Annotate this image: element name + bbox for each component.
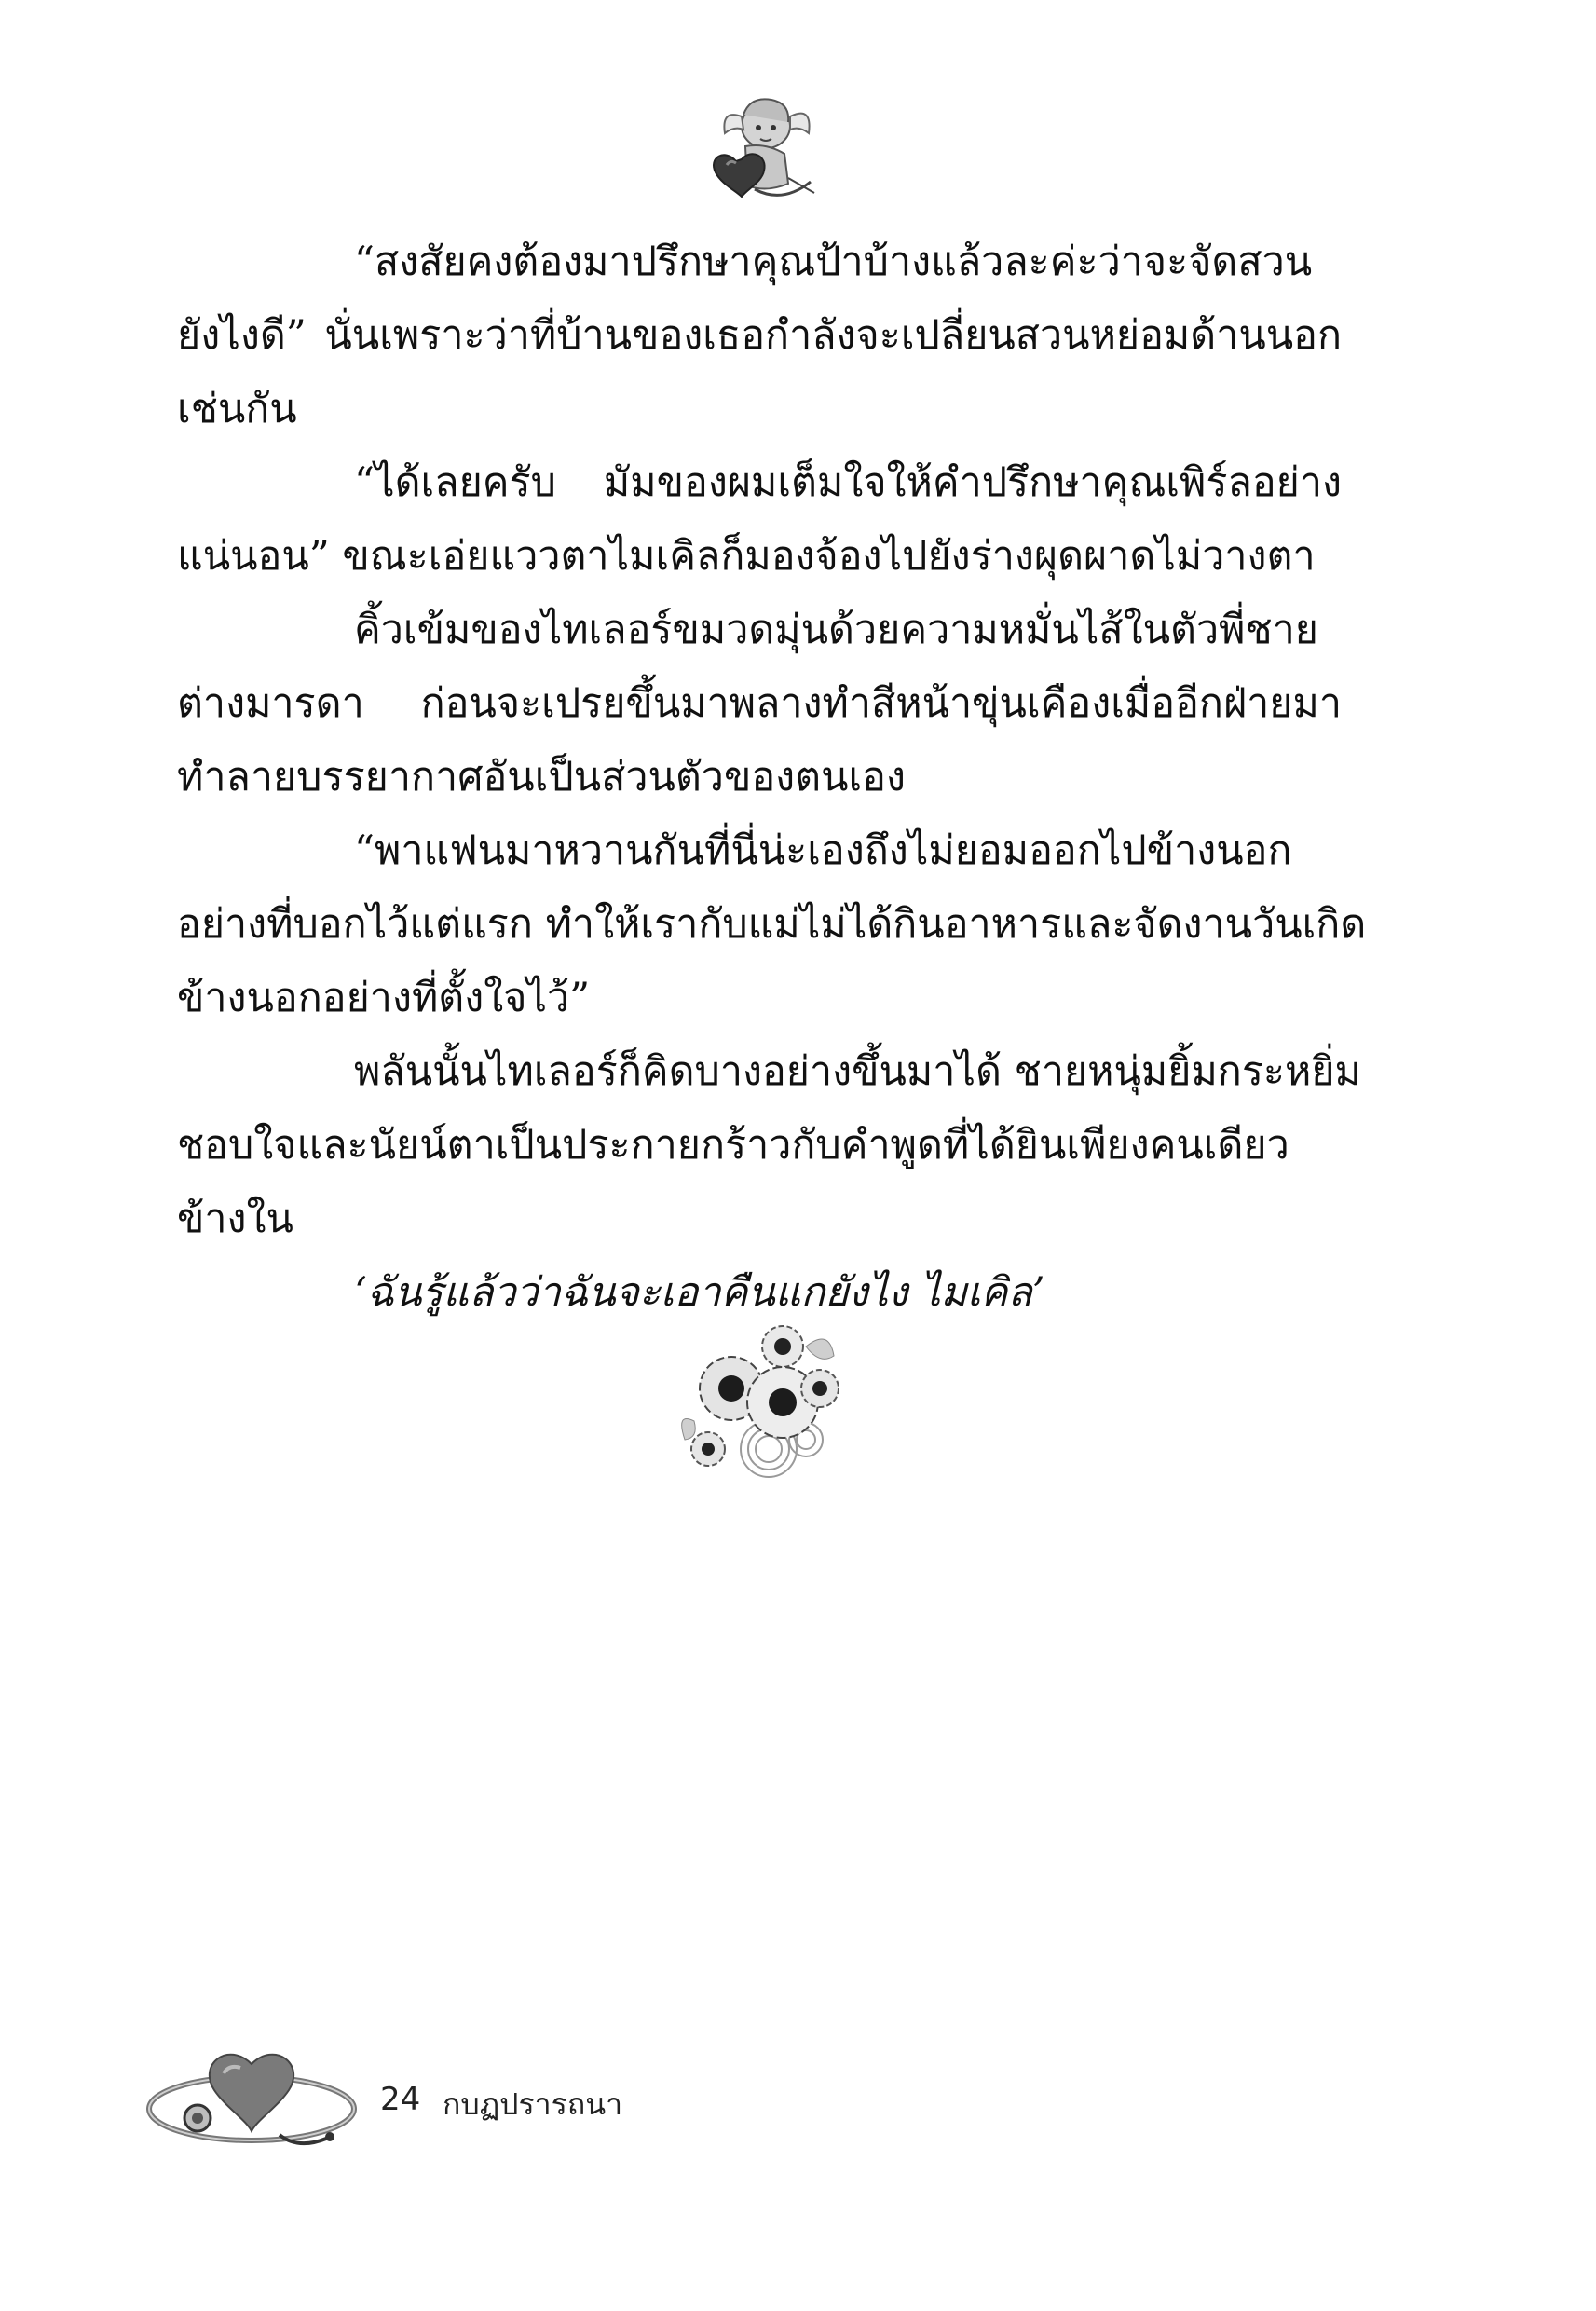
text-line: “พาแฟนมาหวานกันที่นี่น่ะเองถึงไม่ยอมออกไปข้างนอก: [354, 827, 1292, 874]
text-line: เช่นกัน: [177, 386, 297, 432]
text-line: “สงสัยคงต้องมาปรึกษาคุณป้าบ้างแล้วละค่ะว่าจะจัดสวน: [354, 239, 1313, 285]
body-text: [177, 226, 1367, 1330]
heart-stethoscope-icon: [140, 2045, 363, 2157]
text-line: “ได้เลยครับ มัมของผมเต็มใจให้คำปรึกษาคุณเพิร์ลอย่าง: [354, 459, 1342, 506]
text-line: ข้างใน: [177, 1196, 293, 1242]
text-line: ต่างมารดา ก่อนจะเปรยขึ้นมาพลางทำสีหน้าขุ่นเคืองเมื่ออีกฝ่ายมา: [177, 680, 1342, 727]
text-line: ชอบใจและนัยน์ตาเป็นประกายกร้าวกับคำพูดที่ได้ยินเพียงคนเดียว: [177, 1122, 1289, 1169]
text-line: ทำลายบรรยากาศอันเป็นส่วนตัวของตนเอง: [177, 754, 906, 800]
text-line: อย่างที่บอกไว้แต่แรก ทำให้เรากับแม่ไม่ได้กินอาหารและจัดงานวันเกิด: [177, 901, 1367, 948]
text-line: ยังไงดี” นั่นเพราะว่าที่บ้านของเธอกำลังจะเปลี่ยนสวนหย่อมด้านนอก: [177, 312, 1342, 359]
text-line: แน่นอน” ขณะเอ่ยแววตาไมเคิลก็มองจ้องไปยังร่างผุดผาดไม่วางตา: [177, 533, 1316, 580]
sunflower-cluster-icon: [666, 1309, 853, 1486]
page-number: 24: [380, 2081, 421, 2118]
text-line: พลันนั้นไทเลอร์ก็คิดบางอย่างขึ้นมาได้ ชายหนุ่มยิ้มกระหยิ่ม: [354, 1048, 1361, 1095]
text-line: คิ้วเข้มของไทเลอร์ขมวดมุ่นด้วยความหมั่นไส้ในตัวพี่ชาย: [354, 607, 1319, 653]
cupid-heart-icon: [699, 89, 820, 205]
thought-line: ‘ฉันรู้แล้วว่าฉันจะเอาคืนแกยังไง ไมเคิล’: [354, 1269, 1045, 1316]
page-footer: [140, 2045, 792, 2157]
book-title: กบฏปรารถนา: [443, 2086, 623, 2122]
text-line: ข้างนอกอย่างที่ตั้งใจไว้”: [177, 975, 591, 1021]
